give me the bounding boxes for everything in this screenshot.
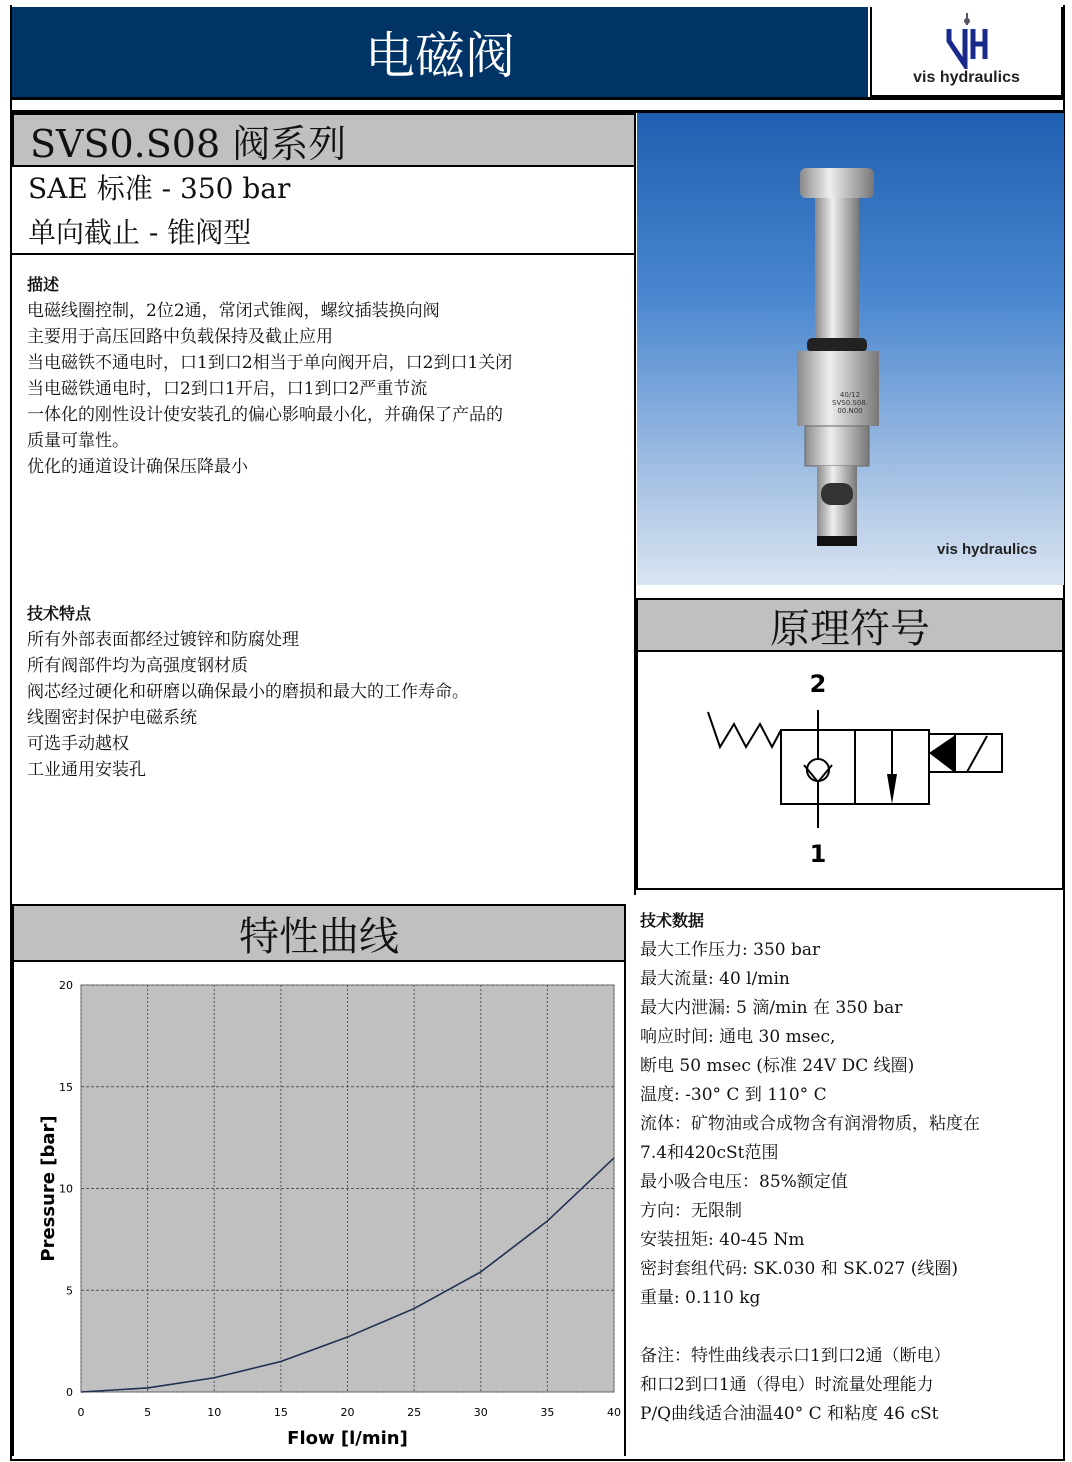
tech-data-line: 流体：矿物油或合成物含有润滑物质，粘度在 (640, 1114, 980, 1134)
tech-note-line: 备注：特性曲线表示口1到口2通（断电） (640, 1346, 951, 1366)
valve-label-line: 40/12 (839, 391, 861, 399)
description-line: 质量可靠性。 (27, 431, 129, 451)
tech-note-line: P/Q曲线适合油温40° C 和粘度 46 cSt (640, 1404, 939, 1424)
tech-data-line: 最小吸合电压：85%额定值 (640, 1172, 848, 1192)
features-section (27, 601, 627, 783)
x-tick-label: 30 (473, 1406, 488, 1419)
chart-title-text: 特性曲线 (239, 913, 399, 960)
symbol-title (636, 598, 1064, 652)
x-tick-label: 10 (207, 1406, 222, 1419)
description-section (27, 272, 627, 480)
tech-data-line: 最大工作压力: 350 bar (640, 940, 821, 960)
feature-line: 所有阀部件均为高强度钢材质 (27, 656, 248, 676)
valve-image-icon (637, 113, 1064, 585)
x-tick-label: 35 (540, 1406, 555, 1419)
header-title: 电磁阀 (365, 27, 515, 85)
description-line: 当电磁铁不通电时，口1到口2相当于单向阀开启，口2到口1关闭 (27, 353, 513, 373)
logo-text: vis hydraulics (913, 69, 1020, 86)
x-tick-label: 40 (607, 1406, 621, 1419)
y-tick-label: 5 (66, 1284, 73, 1298)
subtitle-standard: SAE 标准 - 350 bar (28, 172, 291, 205)
port-2-label: 2 (809, 670, 827, 698)
subtitle-type: 单向截止 - 锥阀型 (28, 216, 252, 249)
hydraulic-symbol (636, 652, 1064, 890)
feature-line: 线圈密封保护电磁系统 (27, 708, 197, 728)
series-title-text: SVS0.S08 阀系列 (30, 121, 347, 166)
description-line: 当电磁铁通电时，口2到口1开启，口1到口2严重节流 (27, 379, 428, 399)
feature-line: 所有外部表面都经过镀锌和防腐处理 (27, 630, 299, 650)
y-tick-label: 20 (59, 979, 73, 992)
tech-data-line: 7.4和420cSt范围 (640, 1143, 779, 1163)
valve-label (827, 391, 873, 415)
x-tick-label: 5 (144, 1406, 152, 1419)
x-tick-label: 15 (273, 1406, 288, 1419)
symbol-title-text: 原理符号 (770, 605, 930, 652)
feature-line: 阀芯经过硬化和研磨以确保最小的磨损和最大的工作寿命。 (27, 682, 469, 702)
x-tick-label: 20 (340, 1406, 355, 1419)
tech-data-line: 方向：无限制 (640, 1201, 742, 1221)
feature-line: 可选手动越权 (27, 734, 129, 754)
divider (12, 97, 1064, 100)
port-1-label: 1 (809, 840, 827, 868)
brand-logo (870, 7, 1063, 97)
y-axis-label: Pressure [bar] (38, 1115, 59, 1262)
features-heading: 技术特点 (27, 604, 92, 623)
tech-data-section (640, 906, 1060, 1429)
product-photo (637, 113, 1064, 585)
description-line: 电磁线圈控制，2位2通，常闭式锥阀，螺纹插装换向阀 (27, 301, 440, 321)
chart-container (12, 962, 626, 1456)
tech-data-line: 重量: 0.110 kg (640, 1288, 761, 1308)
pq-chart (14, 962, 624, 1456)
chart-title (12, 904, 626, 962)
valve-symbol-icon (638, 652, 1064, 888)
description-line: 一体化的刚性设计使安装孔的偏心影响最小化，并确保了产品的 (27, 405, 503, 425)
description-heading: 描述 (27, 275, 60, 294)
valve-label-line: 00.N00 (837, 407, 863, 415)
x-axis-label: Flow [l/min] (287, 1428, 408, 1449)
tech-data-line: 响应时间: 通电 30 msec, (640, 1027, 836, 1047)
tech-data-line: 最大内泄漏: 5 滴/min 在 350 bar (640, 998, 903, 1018)
y-tick-label: 0 (66, 1386, 73, 1399)
y-tick-label: 10 (59, 1182, 73, 1196)
photo-logo-text: vis hydraulics (937, 541, 1038, 558)
tech-data-line: 最大流量: 40 l/min (640, 969, 790, 989)
x-tick-label: 0 (77, 1406, 85, 1419)
y-tick-label: 15 (59, 1080, 73, 1094)
tech-data-line: 安装扭矩: 40-45 Nm (640, 1230, 805, 1250)
series-title (12, 113, 636, 167)
description-line: 优化的通道设计确保压降最小 (27, 457, 248, 477)
tech-data-line: 密封套组代码: SK.030 和 SK.027 (线圈) (640, 1259, 959, 1279)
tech-data-line: 温度: -30° C 到 110° C (640, 1085, 827, 1105)
description-line: 主要用于高压回路中负载保持及截止应用 (27, 327, 333, 347)
subtitle-box (12, 167, 636, 255)
tech-data-line: 断电 50 msec (标准 24V DC 线圈) (640, 1056, 915, 1076)
x-tick-label: 25 (407, 1406, 422, 1419)
page-header (12, 7, 868, 97)
valve-label-line: SVS0.S08. (832, 399, 868, 407)
tech-data-heading: 技术数据 (640, 911, 705, 930)
tech-note-line: 和口2到口1通（得电）时流量处理能力 (640, 1375, 934, 1395)
vh-logo-icon (937, 11, 997, 69)
feature-line: 工业通用安装孔 (27, 760, 146, 780)
